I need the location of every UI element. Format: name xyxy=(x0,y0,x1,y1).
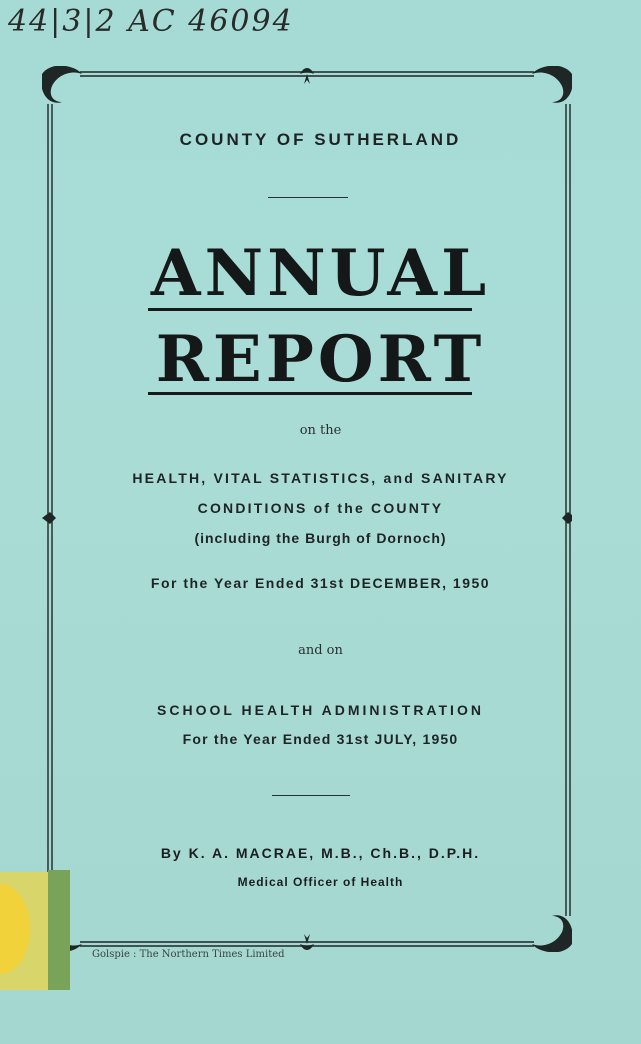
subject-line: CONDITIONS of the COUNTY xyxy=(197,500,444,516)
title-underline xyxy=(148,308,472,311)
subject-line: HEALTH, VITAL STATISTICS, and SANITARY xyxy=(132,470,509,486)
year-line: For the Year Ended 31st DECEMBER, 1950 xyxy=(150,575,491,591)
author-title: Medical Officer of Health xyxy=(237,875,404,889)
divider-rule xyxy=(268,197,348,198)
and-on-text: and on xyxy=(298,643,343,658)
title-underline xyxy=(148,392,472,395)
title-report: REPORT xyxy=(155,322,486,397)
title-annual: ANNUAL xyxy=(150,236,491,311)
author-line: By K. A. MACRAE, M.B., Ch.B., D.P.H. xyxy=(160,845,481,861)
county-heading: COUNTY OF SUTHERLAND xyxy=(179,130,462,149)
handwritten-catalog-note: 44|3|2 AC 46094 xyxy=(8,4,294,39)
printer-imprint: Golspie : The Northern Times Limited xyxy=(92,949,285,960)
school-year-line: For the Year Ended 31st JULY, 1950 xyxy=(182,731,459,747)
subject-line: (including the Burgh of Dornoch) xyxy=(194,530,447,546)
library-tab-strip xyxy=(48,870,70,990)
school-health-heading: SCHOOL HEALTH ADMINISTRATION xyxy=(157,702,484,718)
on-the-text: on the xyxy=(299,423,342,438)
divider-rule xyxy=(272,795,350,796)
